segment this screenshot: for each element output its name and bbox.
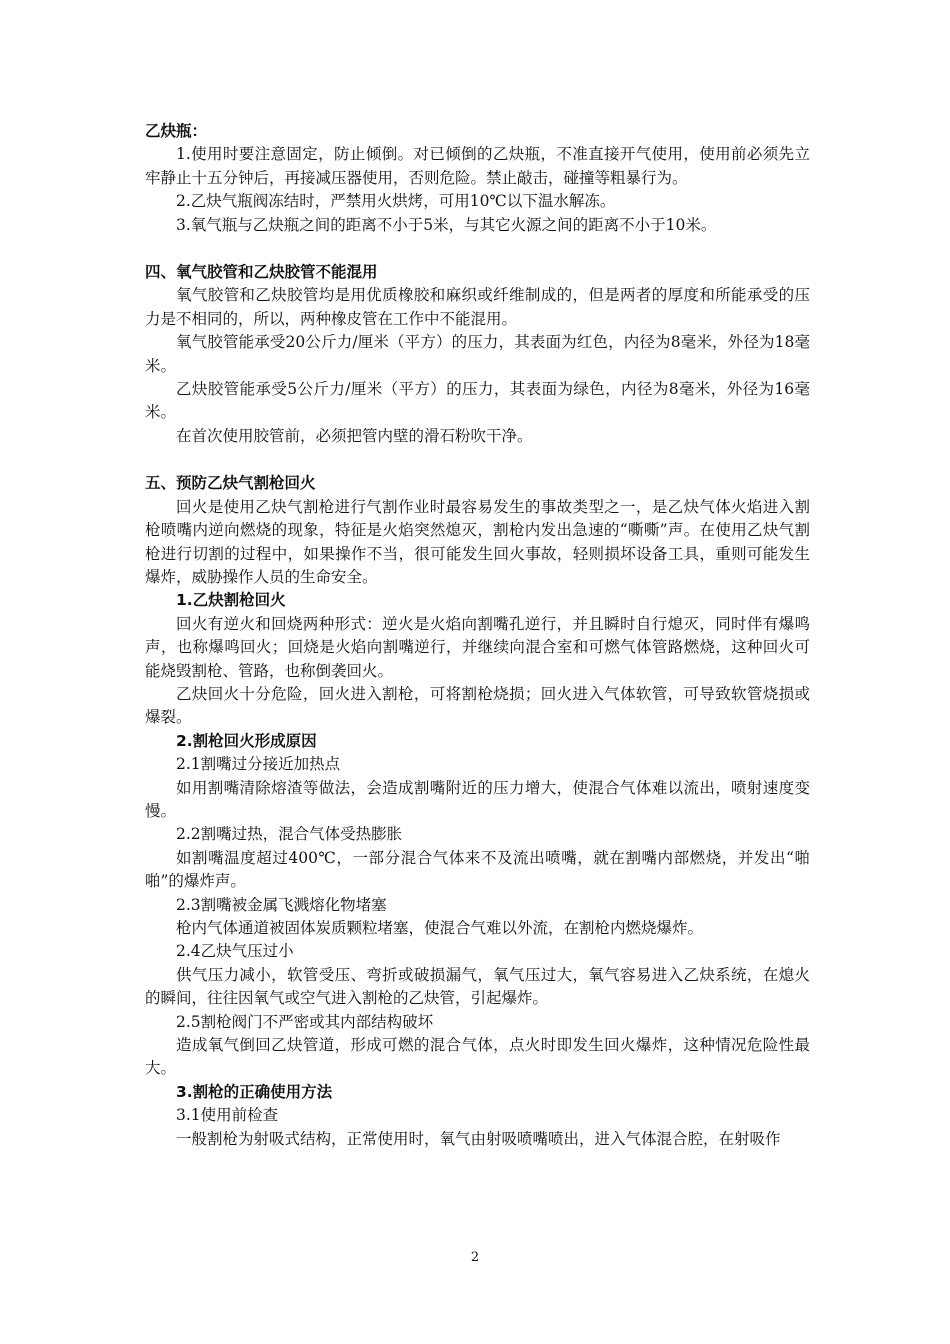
paragraph: 3.氧气瓶与乙炔瓶之间的距离不小于5米，与其它火源之间的距离不小于10米。 [176, 215, 717, 234]
heading-hoses: 四、氧气胶管和乙炔胶管不能混用 [145, 263, 378, 282]
paragraph: 乙炔回火十分危险，回火进入割枪，可将割枪烧损；回火进入气体软管，可导致软管烧损或爆裂。 [145, 684, 810, 727]
item-title: 2.5割枪阀门不严密或其内部结构破坏 [176, 1012, 434, 1031]
paragraph: 造成氧气倒回乙炔管道，形成可燃的混合气体，点火时即发生回火爆炸，这种情况危险性最大。 [145, 1036, 810, 1078]
subheading: 2.割枪回火形成原因 [176, 731, 317, 750]
paragraph: 氧气胶管能承受20公斤力/厘米（平方）的压力，其表面为红色，内径为8毫米，外径为18毫米。 [145, 333, 810, 375]
paragraph: 乙炔胶管能承受5公斤力/厘米（平方）的压力，其表面为绿色，内径为8毫米，外径为16毫米。 [145, 380, 810, 422]
heading-acetylene-cylinder: 乙炔瓶： [145, 122, 208, 140]
item-title: 2.3割嘴被金属飞溅熔化物堵塞 [176, 895, 387, 914]
item-title: 2.1割嘴过分接近加热点 [176, 755, 341, 774]
paragraph: 枪内气体通道被固体炭质颗粒堵塞，使混合气难以外流，在割枪内燃烧爆炸。 [176, 919, 704, 937]
subheading: 1.乙炔割枪回火 [176, 591, 286, 610]
heading-backfire: 五、预防乙炔气割枪回火 [145, 474, 316, 493]
paragraph: 在首次使用胶管前，必须把管内壁的滑石粉吹干净。 [176, 426, 533, 445]
paragraph: 回火有逆火和回烧两种形式：逆火是火焰向割嘴孔逆行，并且瞬时自行熄灭，同时伴有爆鸣声，也称爆鸣回火；回烧是火焰向割嘴逆行，并继续向混合室和可燃气体管路燃烧，这种回火可能烧毁割枪、管路，也称倒袭回火。 [145, 614, 810, 680]
page-number: 2 [470, 1250, 480, 1265]
paragraph: 2.乙炔气瓶阀冻结时，严禁用火烘烤，可用10℃以下温水解冻。 [176, 192, 616, 211]
paragraph: 回火是使用乙炔气割枪进行气割作业时最容易发生的事故类型之一，是乙炔气体火焰进入割枪喷嘴内逆向燃烧的现象，特征是火焰突然熄灭，割枪内发出急速的“嘶嘶”声。在使用乙炔气割枪进行切割的过程中，如果操作不当，很可能发生回火事故，轻则损坏设备工具，重则可能发生爆炸，威胁操作人员的生命安全。 [145, 497, 810, 586]
paragraph: 如割嘴温度超过400℃，一部分混合气体来不及流出喷嘴，就在割嘴内部燃烧，并发出“啪啪”的爆炸声。 [145, 848, 810, 891]
paragraph: 供气压力减小，软管受压、弯折或破损漏气，氧气压过大，氧气容易进入乙炔系统，在熄火的瞬间，往往因氧气或空气进入割枪的乙炔管，引起爆炸。 [145, 965, 810, 1008]
item-title: 2.2割嘴过热，混合气体受热膨胀 [176, 825, 403, 844]
paragraph: 1.使用时要注意固定，防止倾倒。对已倾倒的乙炔瓶，不准直接开气使用，使用前必须先立牢静止十五分钟后，再接减压器使用，否则危险。禁止敲击，碰撞等粗暴行为。 [145, 145, 810, 187]
paragraph: 一般割枪为射吸式结构，正常使用时，氧气由射吸喷嘴喷出，进入气体混合腔，在射吸作 [176, 1129, 781, 1148]
item-title: 3.1使用前检查 [176, 1106, 279, 1125]
subheading: 3.割枪的正确使用方法 [176, 1082, 333, 1101]
item-title: 2.4乙炔气压过小 [176, 942, 294, 961]
paragraph: 氧气胶管和乙炔胶管均是用优质橡胶和麻织或纤维制成的，但是两者的厚度和所能承受的压力是不相同的，所以，两种橡皮管在工作中不能混用。 [145, 286, 810, 328]
document-body [145, 120, 810, 1151]
paragraph: 如用割嘴清除熔渣等做法，会造成割嘴附近的压力增大，使混合气体难以流出，喷射速度变慢。 [145, 778, 810, 820]
